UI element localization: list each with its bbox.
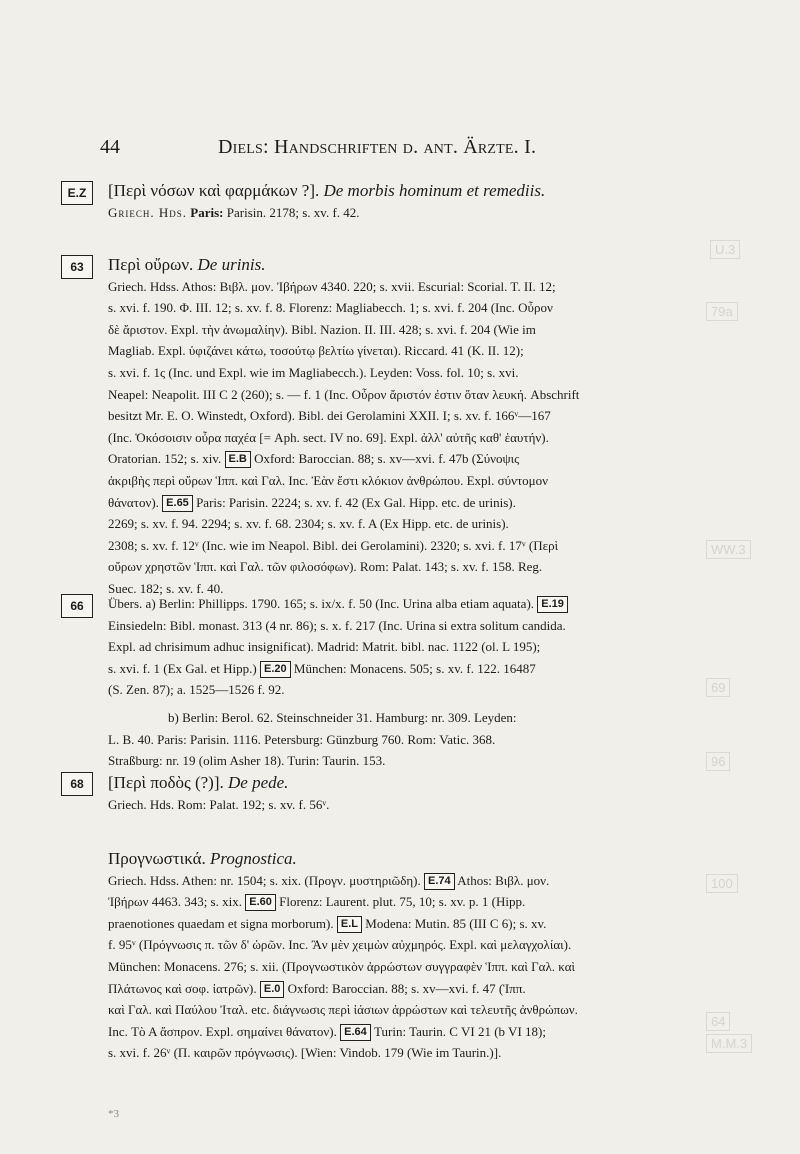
- entry-ez: [108, 180, 728, 223]
- text-line: Oratorian. 152; s. xiv.: [108, 451, 222, 467]
- bleedthrough-mark: 64: [706, 1012, 730, 1031]
- text-line: Oxford: Baroccian. 88; s. xv—xvi. f. 47b (Σύνοψις: [254, 451, 520, 467]
- text-line: Übers. a) Berlin: Phillipps. 1790. 165; s. ix/x. f. 50 (Inc. Urina alba etiam aquata).: [108, 596, 535, 611]
- entry-heading-latin: De morbis hominum et remediis.: [323, 181, 546, 200]
- text-line: (Inc. Ὁκόσοισιν οὖρα παχέα [= Aph. sect. IV no. 69]. Expl. ἀλλ' αὐτῆς καθ' ἑαυτήν).: [108, 429, 549, 445]
- text-line: Expl. ad chrisimum adhuc insignificat). Madrid: Matrit. bibl. nac. 1122 (ol. L 195);: [108, 639, 541, 655]
- bleedthrough-mark: 100: [706, 874, 738, 893]
- text-line: Modena: Mutin. 85 (III C 6); s. xv.: [365, 915, 547, 931]
- text-line: b) Berlin: Berol. 62. Steinschneider 31. Hamburg: nr. 309. Leyden:: [168, 709, 517, 725]
- text-line: praenotiones quaedam et signa morborum).: [108, 915, 334, 931]
- text-line: München: Monacens. 276; s. xii. (Προγνωστικὸν ἀρρώστων συγγραφὲν Ἱππ. καὶ Γαλ. καὶ: [108, 958, 576, 974]
- text-line: s. xvi. f. 190. Φ. III. 12; s. xv. f. 8. Florenz: Magliabecch. 1; s. xvi. f. 204 (Inc. Οὖρον: [108, 300, 553, 316]
- margin-label-ez: E.Z: [61, 181, 93, 205]
- entry-heading-latin: De pede.: [228, 773, 289, 792]
- text-line: besitzt Mr. E. O. Winstedt, Oxford). Bibl. dei Gerolamini XXII. I; s. xv. f. 166ᵛ—167: [108, 408, 551, 424]
- running-title: Diels: Handschriften d. ant. Ärzte. I.: [218, 136, 537, 158]
- bleedthrough-mark: 79a: [706, 302, 738, 321]
- cross-ref-box: E.65: [162, 495, 193, 512]
- entry-heading-greek: [Περὶ νόσων καὶ φαρμάκων ?].: [108, 181, 320, 200]
- margin-label-68: 68: [61, 772, 93, 796]
- entry-heading-greek: Περὶ οὔρων.: [108, 255, 194, 274]
- text-line: Paris: Parisin. 2224; s. xv. f. 42 (Ex Gal. Hipp. etc. de urinis).: [196, 494, 516, 510]
- text-line: Griech. Hds. Rom: Palat. 192; s. xv. f. 56ᵛ.: [108, 796, 330, 812]
- cross-ref-box: E.B: [225, 451, 251, 468]
- text-line: ἀκριβὴς περὶ οὔρων Ἱππ. καὶ Γαλ. Inc. Ἐὰν ἔστι κλόκιον ἀνθρώπου. Expl. σύντομον: [108, 472, 549, 488]
- text-line: Inc. Τὸ Α ἄσπρον. Expl. σημαίνει θάνατον).: [108, 1023, 337, 1039]
- entry-heading-latin: De urinis.: [197, 255, 266, 274]
- text-line: Magliab. Expl. ὑφιζάνει κάτω, τοσούτῳ βελτίω γίνεται). Riccard. 41 (K. II. 12);: [108, 343, 524, 359]
- text-line: δὲ ἄριστον. Expl. τὴν ἀνωμαλίην). Bibl. Nazion. II. III. 428; s. xvi. f. 204 (Wie im: [108, 321, 536, 337]
- entry-heading-latin: Prognostica.: [210, 849, 297, 868]
- bleedthrough-mark: M.M.3: [706, 1034, 752, 1053]
- cross-ref-box: E.74: [424, 873, 455, 890]
- text-line: München: Monacens. 505; s. xv. f. 122. 16487: [293, 660, 536, 676]
- text-line: Oxford: Baroccian. 88; s. xv—xvi. f. 47 (Ἱππ.: [287, 980, 526, 996]
- entry-68: [108, 772, 728, 815]
- text-line: Ἰβήρων 4463. 343; s. xix.: [108, 894, 242, 910]
- margin-label-63: 63: [61, 255, 93, 279]
- text-line: s. xvi. f. 1ς (Inc. und Expl. wie im Magliabecch.). Leyden: Voss. fol. 10; s. xvi.: [108, 364, 519, 380]
- text-line: Πλάτωνος καὶ σοφ. ἰατρῶν).: [108, 980, 257, 996]
- text-line: Einsiedeln: Bibl. monast. 313 (4 nr. 86); s. x. f. 217 (Inc. Urina si extra solitum candida.: [108, 617, 566, 633]
- text-line: Griech. Hdss. Athos: Βιβλ. μον. Ἰβήρων 4340. 220; s. xvii. Escurial: Scorial. T. II. 12;: [108, 278, 556, 294]
- cross-ref-box: E.20: [260, 661, 291, 678]
- text-line: Griech. Hds.: [108, 204, 188, 220]
- text-line: 2269; s. xv. f. 94. 2294; s. xv. f. 68. 2304; s. xv. f. A (Ex Hipp. etc. de urinis).: [108, 516, 509, 532]
- page-number: 44: [100, 136, 120, 158]
- text-line: οὔρων χρηστῶν Ἱππ. καὶ Γαλ. τῶν φιλοσόφων). Rom: Palat. 143; s. xv. f. 158. Reg.: [108, 559, 543, 575]
- cross-ref-box: E.60: [245, 894, 276, 911]
- bleedthrough-mark: WW.3: [706, 540, 751, 559]
- cross-ref-box: E.L: [337, 916, 362, 933]
- bleedthrough-mark: 69: [706, 678, 730, 697]
- text-line: L. B. 40. Paris: Parisin. 1116. Petersburg: Günzburg 760. Rom: Vatic. 368.: [108, 731, 496, 747]
- entry-66: [108, 593, 728, 772]
- library-name: Paris:: [190, 204, 224, 220]
- text-line: f. 95ᵛ (Πρόγνωσις π. τῶν δ' ὡρῶν. Inc. Ἂν μὲν χειμὼν αὐχμηρός. Expl. καὶ μελαγχολίαι).: [108, 937, 572, 953]
- text-line: Athos: Βιβλ. μον.: [457, 872, 550, 888]
- cross-ref-box: E.0: [260, 981, 285, 998]
- entry-63: [108, 254, 728, 600]
- margin-label-66: 66: [61, 594, 93, 618]
- bleedthrough-mark: 96: [706, 752, 730, 771]
- text-line: Neapel: Neapolit. III C 2 (260); s. — f. 1 (Inc. Οὖρον ἄριστόν ἐστιν ὅταν λευκή. Abschrift: [108, 386, 580, 402]
- entry-heading-greek: [Περὶ ποδὸς (?)].: [108, 773, 224, 792]
- text-line: Parisin. 2178; s. xv. f. 42.: [226, 204, 360, 220]
- bleedthrough-mark: U.3: [710, 240, 740, 259]
- text-line: 2308; s. xv. f. 12ᵛ (Inc. wie im Neapol. Bibl. dei Gerolamini). 2320; s. xvi. f. 17ᵛ (Περὶ: [108, 537, 559, 553]
- entry-heading-greek: Προγνωστικά.: [108, 849, 206, 868]
- text-line: καὶ Γαλ. καὶ Παύλου Ἰταλ. etc. διάγνωσις περὶ ἰάσιων ἀρρώστων καὶ τελευτῆς ἀνθρώπων.: [108, 1002, 578, 1018]
- cross-ref-box: E.19: [537, 596, 568, 613]
- text-line: s. xvi. f. 26ᵛ (Π. καιρῶν πρόγνωσις). [Wien: Vindob. 179 (Wie im Taurin.)].: [108, 1045, 502, 1061]
- text-line: Suec. 182; s. xv. f. 40.: [108, 580, 224, 596]
- text-line: (S. Zen. 87); a. 1525—1526 f. 92.: [108, 682, 285, 698]
- text-line: θάνατον).: [108, 494, 159, 510]
- text-line: Griech. Hdss. Athen: nr. 1504; s. xix. (Προγν. μυστηριῶδη).: [108, 872, 421, 888]
- text-line: Turin: Taurin. C VI 21 (b VI 18);: [374, 1023, 546, 1039]
- signature-mark: *3: [108, 1108, 119, 1120]
- cross-ref-box: E.64: [340, 1024, 371, 1041]
- text-line: s. xvi. f. 1 (Ex Gal. et Hipp.): [108, 660, 257, 676]
- text-line: Florenz: Laurent. plut. 75, 10; s. xv. p. 1 (Hipp.: [279, 894, 526, 910]
- text-line: Straßburg: nr. 19 (olim Asher 18). Turin: Taurin. 153.: [108, 753, 386, 769]
- entry-prognostica: [108, 848, 728, 1064]
